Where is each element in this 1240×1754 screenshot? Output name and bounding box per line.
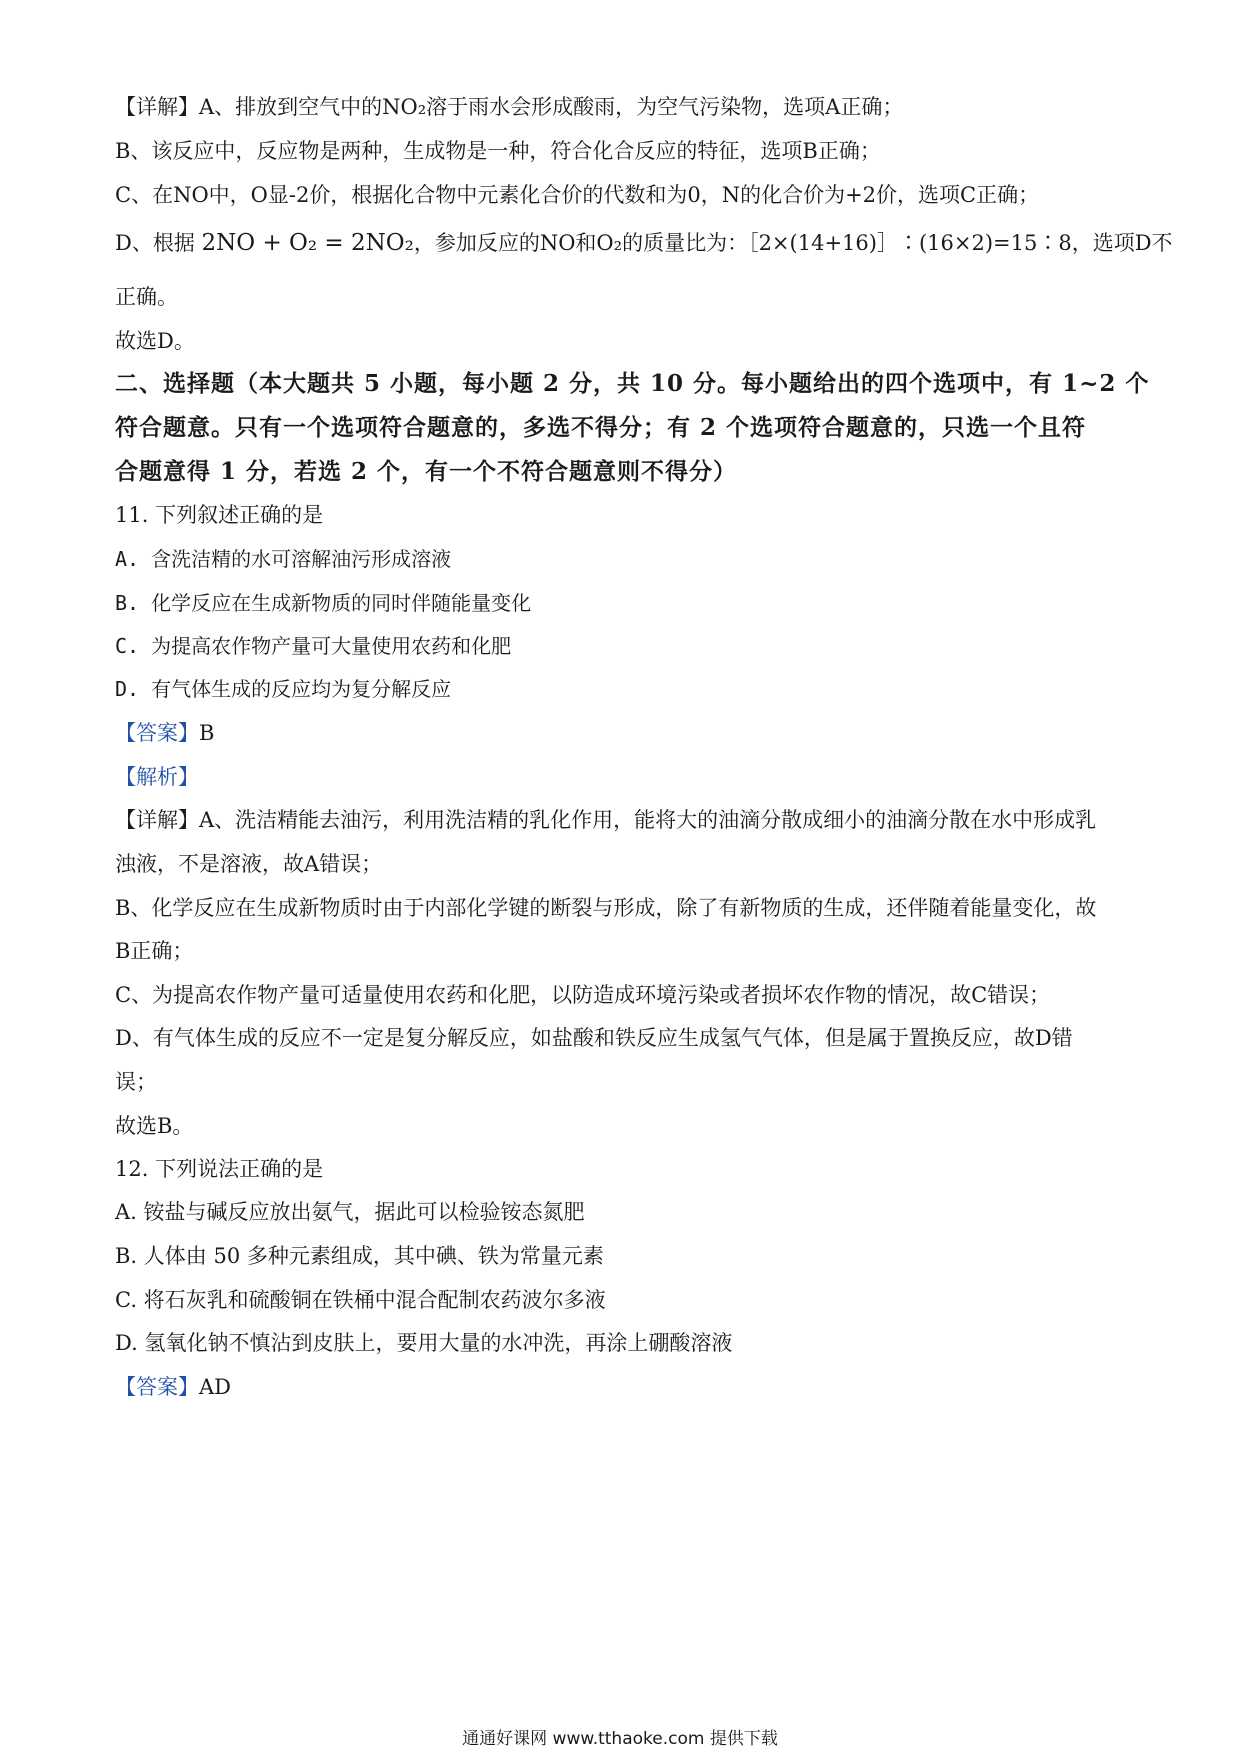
q11-detail-d-cont: 误； [115, 1070, 157, 1094]
detail-text: A、排放到空气中的NO₂溶于雨水会形成酸雨，为空气污染物，选项A正确； [199, 95, 904, 119]
q12-option-c: C. 将石灰乳和硫酸铜在铁桶中混合配制农药波尔多液 [115, 1288, 606, 1312]
answer-value: AD [199, 1375, 232, 1399]
q11-detail-b: B、化学反应在生成新物质时由于内部化学键的断裂与形成，除了有新物质的生成，还伴随着能量变化，故 [115, 896, 1097, 920]
q11-detail-a [115, 805, 1135, 835]
detail-text: A、洗洁精能去油污，利用洗洁精的乳化作用，能将大的油滴分散成细小的油滴分散在水中形成乳 [199, 808, 1097, 832]
answer-tag: 【答案】 [115, 721, 199, 745]
q10-detail-b: B、该反应中，反应物是两种，生成物是一种，符合化合反应的特征，选项B正确； [115, 139, 881, 163]
q11-detail-d: D、有气体生成的反应不一定是复分解反应，如盐酸和铁反应生成氢气气体，但是属于置换反应，故D错 [115, 1026, 1073, 1050]
q11-option-d: D. 有气体生成的反应均为复分解反应 [115, 677, 452, 701]
q10-conclusion: 故选D。 [115, 329, 195, 353]
q11-option-a: A. 含洗洁精的水可溶解油污形成溶液 [115, 547, 452, 571]
detail-d-suffix: ，参加反应的NO和O₂的质量比为：［2×(14+16)］∶(16×2)=15∶8，选项D不 [413, 231, 1173, 255]
q12-option-d: D. 氢氧化钠不慎沾到皮肤上，要用大量的水冲洗，再涂上硼酸溶液 [115, 1331, 733, 1355]
q10-detail-d-cont: 正确。 [115, 285, 178, 309]
answer-tag: 【答案】 [115, 1375, 199, 1399]
q12-stem: 12. 下列说法正确的是 [115, 1157, 324, 1181]
q11-detail-c: C、为提高农作物产量可适量使用农药和化肥，以防造成环境污染或者损坏农作物的情况，故C错误； [115, 983, 1051, 1007]
chemical-equation: 2NO + O₂ = 2NO₂ [201, 230, 414, 256]
q12-option-b: B. 人体由 50 多种元素组成，其中碘、铁为常量元素 [115, 1244, 604, 1268]
section-heading-line-1: 二、选择题（本大题共 5 小题，每小题 2 分，共 10 分。每小题给出的四个选项中，有 1~2 个 [115, 370, 1150, 397]
q10-detail-c: C、在NO中，O显-2价，根据化合物中元素化合价的代数和为0，N的化合价为+2价，选项C正确； [115, 183, 1040, 207]
q12-answer [115, 1372, 1135, 1402]
q11-analysis-tag: 【解析】 [115, 765, 199, 789]
q11-detail-b-cont: B正确； [115, 939, 194, 963]
q11-answer [115, 718, 1135, 748]
q11-option-c: C. 为提高农作物产量可大量使用农药和化肥 [115, 634, 512, 658]
q11-detail-a-cont: 浊液，不是溶液，故A错误； [115, 852, 383, 876]
detail-tag: 【详解】 [115, 95, 199, 119]
q11-conclusion: 故选B。 [115, 1114, 194, 1138]
section-heading-line-3: 合题意得 1 分，若选 2 个，有一个不符合题意则不得分） [115, 458, 738, 485]
section-heading-line-2: 符合题意。只有一个选项符合题意的，多选不得分；有 2 个选项符合题意的，只选一个且符 [115, 414, 1087, 441]
q10-detail-d [115, 228, 1173, 258]
detail-tag: 【详解】 [115, 808, 199, 832]
page-footer: 通通好课网 www.tthaoke.com 提供下载 [462, 1729, 778, 1749]
q11-option-b: B. 化学反应在生成新物质的同时伴随能量变化 [115, 591, 532, 615]
answer-value: B [199, 721, 215, 745]
q11-stem: 11. 下列叙述正确的是 [115, 503, 324, 527]
q12-option-a: A. 铵盐与碱反应放出氨气，据此可以检验铵态氮肥 [115, 1200, 585, 1224]
detail-d-prefix: D、根据 [115, 231, 195, 255]
q10-detail-a [115, 92, 1135, 122]
